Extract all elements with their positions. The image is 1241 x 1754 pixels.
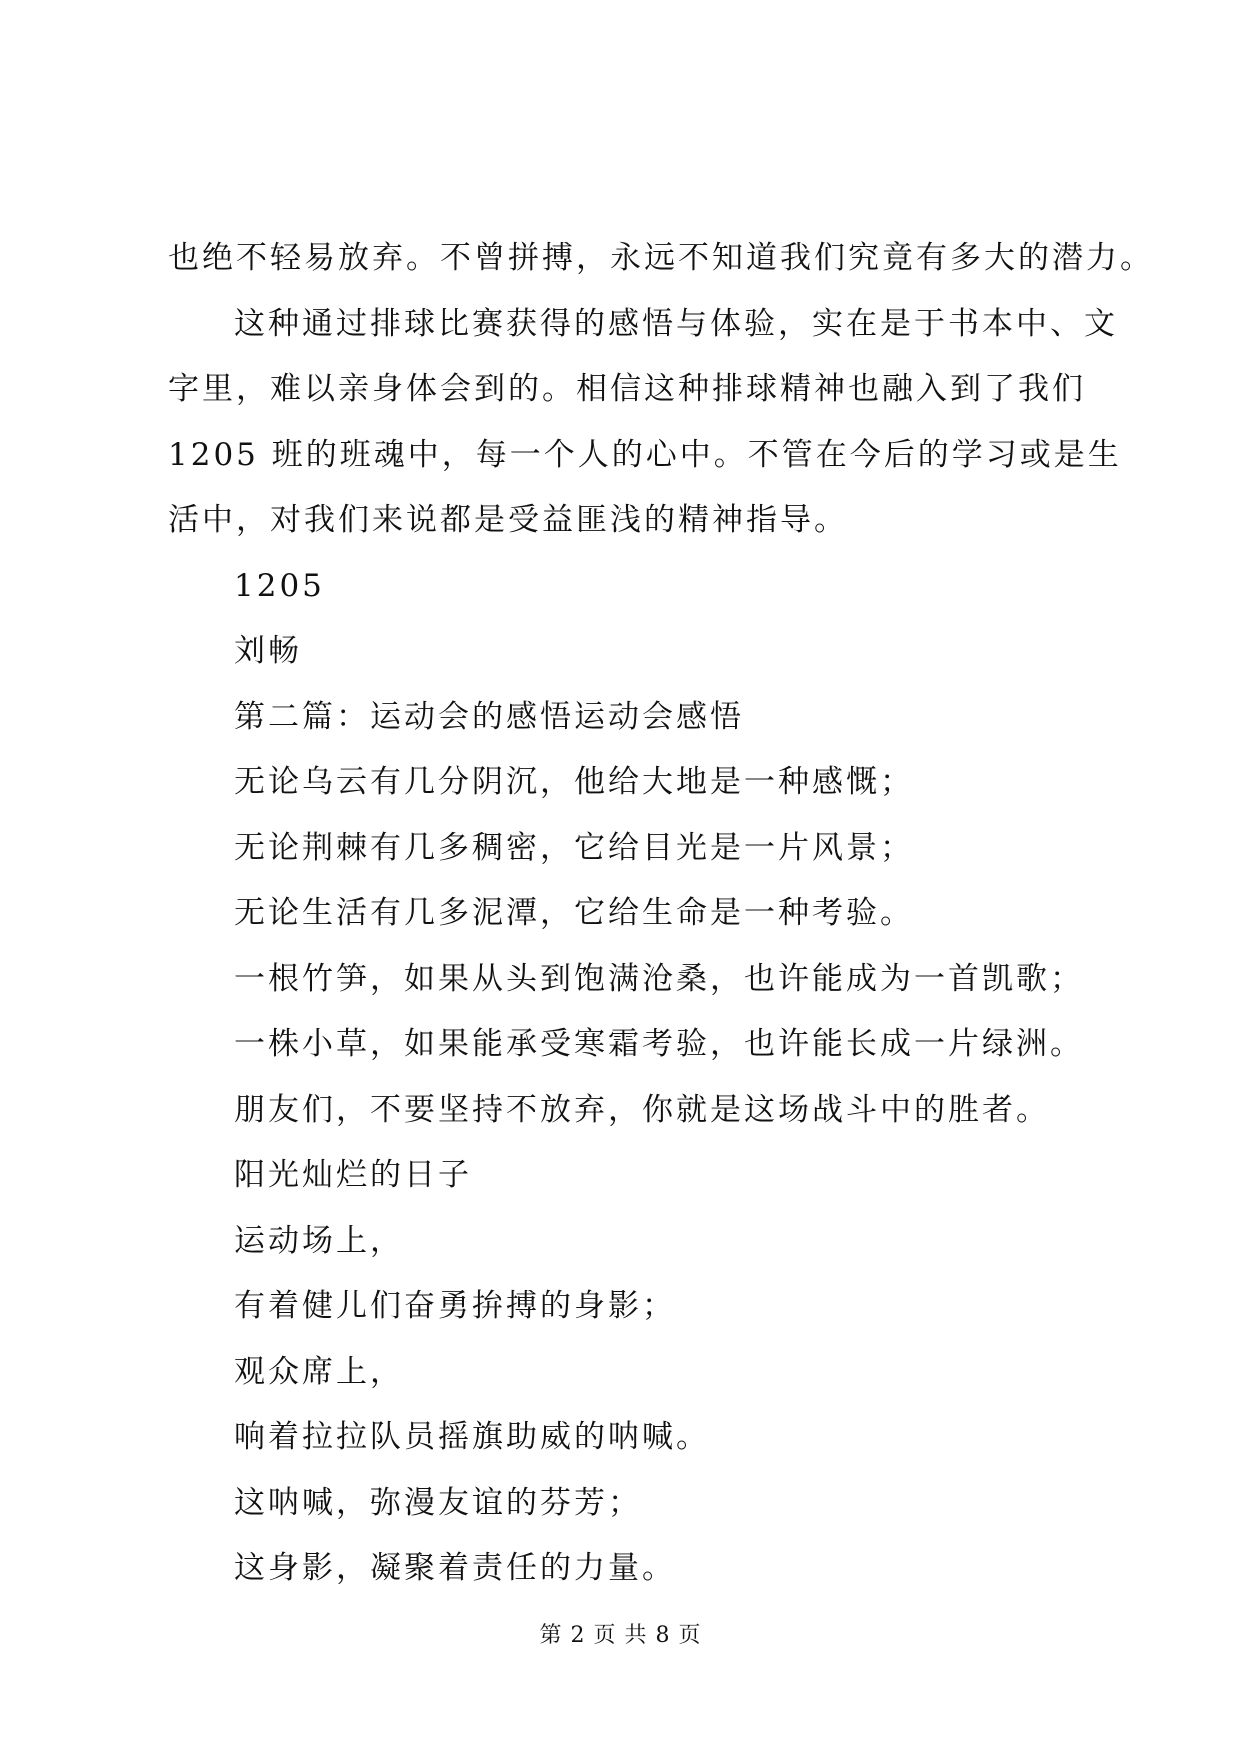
paragraph-line: 字里，难以亲身体会到的。相信这种排球精神也融入到了我们 xyxy=(168,371,1086,407)
poem-line: 响着拉拉队员摇旗助威的呐喊。 xyxy=(234,1419,710,1455)
poem-line: 无论生活有几多泥潭，它给生命是一种考验。 xyxy=(234,895,914,931)
paragraph-volleyball-reflection xyxy=(168,292,1122,554)
poem-line: 朋友们，不要坚持不放弃，你就是这场战斗中的胜者。 xyxy=(234,1091,1050,1128)
author-name: 刘畅 xyxy=(234,633,302,669)
poem-line: 有着健儿们奋勇拚搏的身影； xyxy=(234,1288,676,1324)
poem-line: 一株小草，如果能承受寒霜考验，也许能长成一片绿洲。 xyxy=(234,1026,1084,1062)
poem-line: 阳光灿烂的日子 xyxy=(234,1157,472,1193)
page-number-footer: 第 2 页 共 8 页 xyxy=(539,1623,702,1648)
paragraph-line: 这种通过排球比赛获得的感悟与体验，实在是于书本中、文 xyxy=(234,305,1118,342)
paragraph-continuation: 也绝不轻易放弃。不曾拼搏，永远不知道我们究竟有多大的潜力。 xyxy=(168,240,1154,276)
poem-line: 运动场上， xyxy=(234,1222,404,1259)
poem-line: 这身影，凝聚着责任的力量。 xyxy=(234,1550,676,1586)
paragraph-line: 1205 班的班魂中，每一个人的心中。不管在今后的学习或是生 xyxy=(168,436,1122,473)
poem-line: 一根竹笋，如果从头到饱满沧桑，也许能成为一首凯歌； xyxy=(234,960,1084,997)
poem-line: 无论乌云有几分阴沉，他给大地是一种感慨； xyxy=(234,764,914,800)
section-heading: 第二篇：运动会的感悟运动会感悟 xyxy=(234,698,744,735)
class-number: 1205 xyxy=(234,567,325,604)
paragraph-line: 活中，对我们来说都是受益匪浅的精神指导。 xyxy=(168,502,848,538)
poem-line: 这呐喊，弥漫友谊的芬芳； xyxy=(234,1484,642,1521)
poem-line: 无论荆棘有几多稠密，它给目光是一片风景； xyxy=(234,829,914,866)
poem-line: 观众席上， xyxy=(234,1353,404,1390)
document-body xyxy=(168,226,1154,1602)
